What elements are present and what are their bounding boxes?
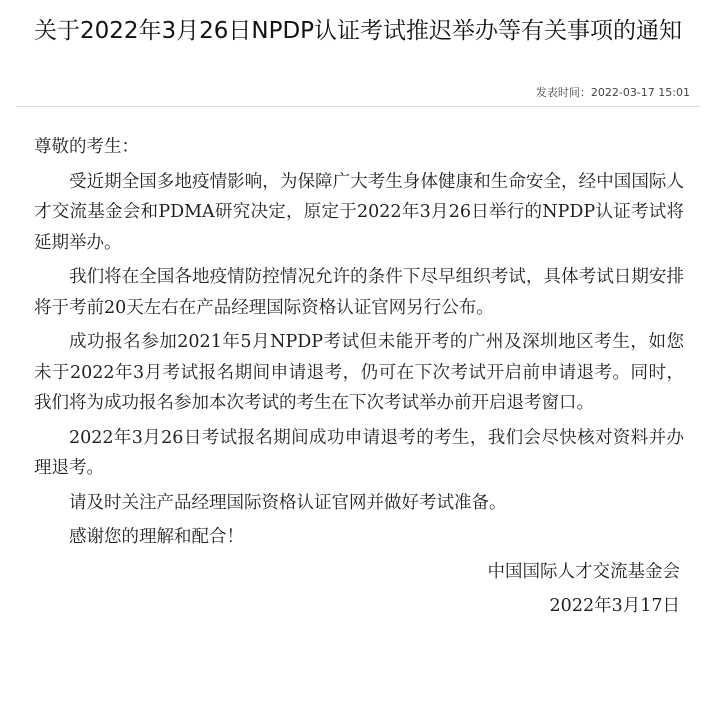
- greeting: 尊敬的考生：: [34, 137, 139, 157]
- signature-date: 2022年3月17日: [549, 596, 680, 616]
- notice-body: [34, 132, 684, 626]
- paragraph-3: 成功报名参加2021年5月NPDP考试但未能开考的广州及深圳地区考生，如您未于2022年3月考试报名期间申请退考，仍可在下次考试开启前申请退考。同时，我们将为成功报名参加本次考试的考生在下次考试举办前开启退考窗口。: [34, 332, 684, 413]
- paragraph-2: 我们将在全国各地疫情防控情况允许的条件下尽早组织考试，具体考试日期安排将于考前20天左右在产品经理国际资格认证官网另行公布。: [34, 267, 684, 318]
- paragraph-5: 请及时关注产品经理国际资格认证官网并做好考试准备。: [69, 492, 507, 513]
- signature-org: 中国国际人才交流基金会: [487, 561, 680, 582]
- title-divider: [16, 106, 700, 107]
- publish-meta: [536, 86, 690, 100]
- paragraph-6: 感谢您的理解和配合！: [69, 527, 244, 547]
- publish-label: 发表时间：: [535, 86, 591, 99]
- page-title: 关于2022年3月26日NPDP认证考试推迟举办等有关事项的通知: [33, 18, 683, 44]
- paragraph-1: 受近期全国多地疫情影响，为保障广大考生身体健康和生命安全，经中国国际人才交流基金会和PDMA研究决定，原定于2022年3月26日举行的NPDP认证考试将延期举办。: [34, 171, 684, 253]
- paragraph-4: 2022年3月26日考试报名期间成功申请退考的考生，我们会尽快核对资料并办理退考。: [34, 427, 684, 478]
- publish-time: 2022-03-17 15:01: [590, 86, 690, 99]
